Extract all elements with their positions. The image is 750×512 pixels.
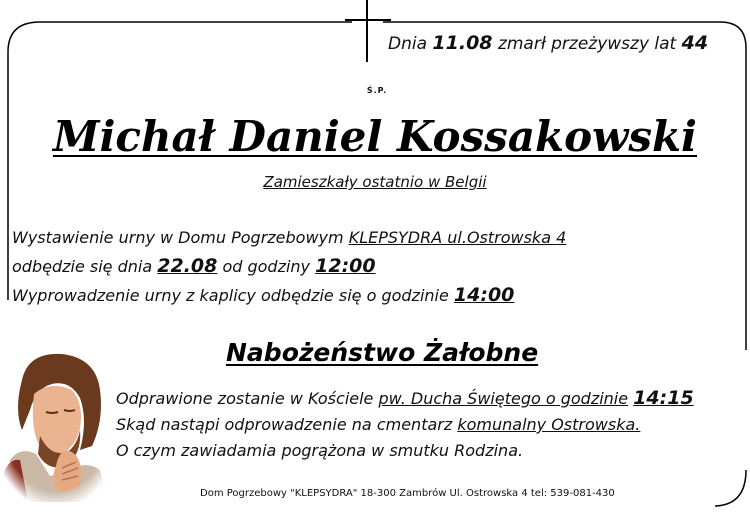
urn-start-time: 12:00 [315,255,376,277]
funeral-home-address: KLEPSYDRA ul.Ostrowska 4 [348,228,567,247]
urn-line-3-text: Wyprowadzenie urny z kaplicy odbędzie się o godzinie [12,286,449,305]
urn-line-2-text-b: od godziny [222,257,311,276]
service-line-2 [116,412,746,438]
service-time: 14:15 [633,387,694,409]
deceased-name: Michał Daniel Kossakowski [52,112,698,161]
funeral-home-footer: Dom Pogrzebowy "KLEPSYDRA" 18-300 Zambrów Ul. Ostrowska 4 tel: 539-081-430 [200,488,615,499]
urn-line-1 [12,224,632,252]
service-line-1-text: Odprawione zostanie w Kościele [116,389,374,408]
service-info [116,385,746,464]
death-date: 11.08 [432,32,493,54]
praying-jesus-portrait [0,350,112,502]
urn-line-3 [12,281,632,310]
urn-line-2-text-a: odbędzie się dnia [12,257,153,276]
cross-icon [345,0,391,62]
service-line-3: O czym zawiadamia pogrążona w smutku Rodzina. [116,441,524,460]
urn-line-1-text: Wystawienie urny w Domu Pogrzebowym [12,228,344,247]
urn-info [12,224,632,310]
service-line-2-text: Skąd nastąpi odprowadzenie na cmentarz [116,415,453,434]
urn-line-2 [12,252,632,281]
service-line-1 [116,385,746,412]
urn-date: 22.08 [157,255,218,277]
sp-label: Ś.P. [366,86,388,95]
residence-line: Zamieszkały ostatnio w Belgii [263,173,487,191]
age: 44 [681,32,709,54]
day-label: Dnia [388,34,428,54]
church-name: pw. Ducha Świętego o godzinie [378,389,629,408]
cemetery-name: komunalny Ostrowska. [457,415,641,434]
service-title: Nabożeństwo Żałobne [226,338,539,367]
death-notice-line [388,32,718,54]
urn-departure-time: 14:00 [453,284,515,306]
died-text: zmarł przeżywszy lat [497,34,677,54]
